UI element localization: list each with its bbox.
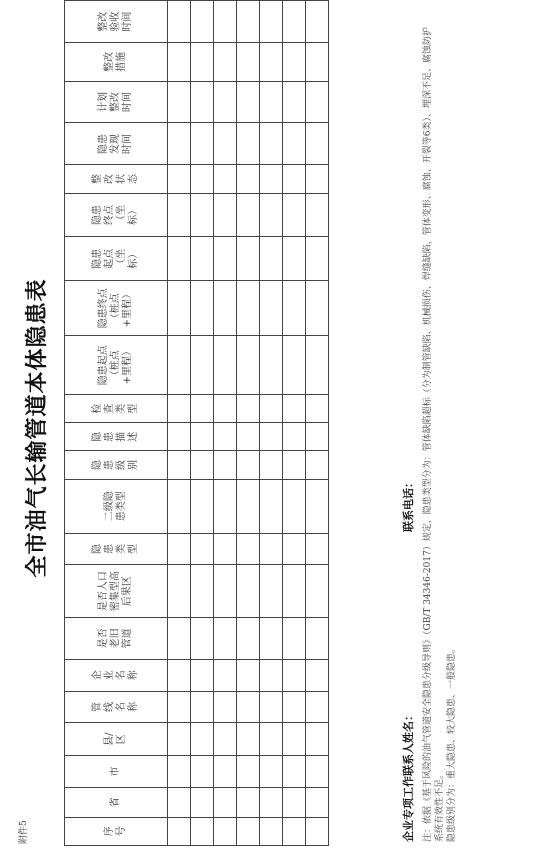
contact-person-label: 企业专项工作联系人姓名： xyxy=(402,710,415,842)
table-cell[interactable] xyxy=(214,617,237,659)
table-cell[interactable] xyxy=(168,617,191,659)
table-cell[interactable] xyxy=(306,479,329,533)
table-cell[interactable] xyxy=(214,336,237,395)
table-row xyxy=(168,1,191,846)
table-cell[interactable] xyxy=(306,565,329,618)
table-cell[interactable] xyxy=(283,565,306,618)
contact-line xyxy=(400,22,416,842)
col-header-hazard-type: 隐患类型 xyxy=(65,533,168,565)
table-cell[interactable] xyxy=(260,423,283,451)
table-cell[interactable] xyxy=(168,193,191,237)
table-cell[interactable] xyxy=(191,237,214,281)
table-cell[interactable] xyxy=(168,165,191,193)
table-cell[interactable] xyxy=(237,659,260,691)
note-line: 隐患级别分为：重大隐患、较大隐患、一般隐患。 xyxy=(447,643,457,842)
col-header-inspection-type: 检查类型 xyxy=(65,395,168,423)
table-cell[interactable] xyxy=(191,81,214,123)
table-cell[interactable] xyxy=(237,756,260,788)
table-cell[interactable] xyxy=(168,237,191,281)
table-cell[interactable] xyxy=(260,1,283,43)
table-cell[interactable] xyxy=(237,533,260,565)
table-cell[interactable] xyxy=(283,479,306,533)
table-cell[interactable] xyxy=(214,565,237,618)
table-cell[interactable] xyxy=(191,336,214,395)
table-cell[interactable] xyxy=(191,423,214,451)
table-cell[interactable] xyxy=(214,479,237,533)
table-row xyxy=(283,1,306,846)
table-cell[interactable] xyxy=(168,723,191,756)
table-cell[interactable] xyxy=(237,165,260,193)
table-cell[interactable] xyxy=(306,43,329,81)
table-cell[interactable] xyxy=(260,123,283,165)
table-cell[interactable] xyxy=(283,193,306,237)
table-cell[interactable] xyxy=(168,423,191,451)
col-header-end-coordinate: 隐患终点（坐标） xyxy=(65,193,168,237)
table-cell[interactable] xyxy=(260,193,283,237)
table-cell[interactable] xyxy=(168,43,191,81)
col-header-hazard-description: 隐患描述 xyxy=(65,423,168,451)
notes xyxy=(422,22,458,842)
col-header-city: 市 xyxy=(65,756,168,788)
table-cell[interactable] xyxy=(283,533,306,565)
table-cell[interactable] xyxy=(260,281,283,336)
table-cell[interactable] xyxy=(260,533,283,565)
table-cell[interactable] xyxy=(306,81,329,123)
table-cell[interactable] xyxy=(237,565,260,618)
table-cell[interactable] xyxy=(306,617,329,659)
table-cell[interactable] xyxy=(260,723,283,756)
table-cell[interactable] xyxy=(260,659,283,691)
table-row xyxy=(260,1,283,846)
col-header-start-stake: 隐患起点（桩点+里程） xyxy=(65,336,168,395)
table-cell[interactable] xyxy=(237,691,260,723)
table-cell[interactable] xyxy=(283,237,306,281)
table-cell[interactable] xyxy=(191,565,214,618)
col-header-county: 县/区 xyxy=(65,723,168,756)
table-cell[interactable] xyxy=(191,193,214,237)
table-cell[interactable] xyxy=(191,756,214,788)
table-row xyxy=(214,1,237,846)
table-cell[interactable] xyxy=(283,723,306,756)
table-cell[interactable] xyxy=(191,123,214,165)
table-cell[interactable] xyxy=(237,423,260,451)
table-cell[interactable] xyxy=(260,756,283,788)
table-cell[interactable] xyxy=(260,237,283,281)
table-cell[interactable] xyxy=(237,43,260,81)
col-header-province: 省 xyxy=(65,787,168,817)
table-cell[interactable] xyxy=(214,43,237,81)
table-cell[interactable] xyxy=(237,451,260,479)
table-cell[interactable] xyxy=(237,281,260,336)
table-cell[interactable] xyxy=(168,395,191,423)
col-header-pipeline-name: 管线名称 xyxy=(65,691,168,723)
table-cell[interactable] xyxy=(214,533,237,565)
contact-phone-label: 联系电话： xyxy=(402,477,415,532)
table-cell[interactable] xyxy=(214,451,237,479)
table-cell[interactable] xyxy=(237,617,260,659)
table-cell[interactable] xyxy=(237,817,260,845)
table-cell[interactable] xyxy=(283,617,306,659)
table-cell[interactable] xyxy=(191,479,214,533)
table-cell[interactable] xyxy=(283,451,306,479)
table-cell[interactable] xyxy=(283,81,306,123)
col-header-seq: 序号 xyxy=(65,817,168,845)
table-row xyxy=(306,1,329,846)
table-cell[interactable] xyxy=(191,165,214,193)
table-cell[interactable] xyxy=(306,787,329,817)
table-cell[interactable] xyxy=(306,756,329,788)
table-cell[interactable] xyxy=(214,165,237,193)
table-cell[interactable] xyxy=(237,479,260,533)
table-cell[interactable] xyxy=(214,756,237,788)
col-header-start-coordinate: 隐患起点（坐标） xyxy=(65,237,168,281)
table-cell[interactable] xyxy=(168,479,191,533)
table-cell[interactable] xyxy=(306,659,329,691)
table-cell[interactable] xyxy=(214,281,237,336)
table-cell[interactable] xyxy=(306,395,329,423)
table-cell[interactable] xyxy=(283,659,306,691)
table-cell[interactable] xyxy=(306,533,329,565)
table-cell[interactable] xyxy=(214,817,237,845)
table-cell[interactable] xyxy=(191,451,214,479)
hazard-table xyxy=(64,0,329,846)
table-row xyxy=(191,1,214,846)
table-cell[interactable] xyxy=(214,81,237,123)
table-cell[interactable] xyxy=(191,787,214,817)
table-cell[interactable] xyxy=(168,336,191,395)
table-cell[interactable] xyxy=(214,787,237,817)
col-header-rectification-status: 整改状态 xyxy=(65,165,168,193)
table-cell[interactable] xyxy=(214,423,237,451)
table-cell[interactable] xyxy=(260,336,283,395)
table-cell[interactable] xyxy=(283,1,306,43)
table-cell[interactable] xyxy=(214,123,237,165)
table-cell[interactable] xyxy=(191,659,214,691)
table-cell[interactable] xyxy=(283,165,306,193)
col-header-company-name: 企业名称 xyxy=(65,659,168,691)
table-body xyxy=(168,1,329,846)
col-header-old-pipeline: 是否老旧管道 xyxy=(65,617,168,659)
table-cell[interactable] xyxy=(214,193,237,237)
table-cell[interactable] xyxy=(168,691,191,723)
table-cell[interactable] xyxy=(237,336,260,395)
table-cell[interactable] xyxy=(260,165,283,193)
table-cell[interactable] xyxy=(260,565,283,618)
table-cell[interactable] xyxy=(283,817,306,845)
col-header-hazard-level: 隐患级别 xyxy=(65,451,168,479)
table-cell[interactable] xyxy=(260,617,283,659)
table-cell[interactable] xyxy=(214,659,237,691)
table-cell[interactable] xyxy=(168,451,191,479)
table-cell[interactable] xyxy=(191,691,214,723)
table-cell[interactable] xyxy=(306,336,329,395)
table-cell[interactable] xyxy=(168,123,191,165)
table-cell[interactable] xyxy=(306,451,329,479)
table-cell[interactable] xyxy=(306,817,329,845)
table-cell[interactable] xyxy=(237,193,260,237)
table-cell[interactable] xyxy=(214,395,237,423)
table-cell[interactable] xyxy=(283,336,306,395)
table-cell[interactable] xyxy=(214,237,237,281)
table-cell[interactable] xyxy=(306,123,329,165)
table-cell[interactable] xyxy=(306,1,329,43)
table-cell[interactable] xyxy=(260,395,283,423)
table-cell[interactable] xyxy=(237,1,260,43)
table-cell[interactable] xyxy=(260,787,283,817)
table-cell[interactable] xyxy=(168,817,191,845)
table-cell[interactable] xyxy=(191,817,214,845)
col-header-discovery-time: 隐患发现时间 xyxy=(65,123,168,165)
col-header-dense-population: 是否人口密集型高后果区 xyxy=(65,565,168,618)
table-cell[interactable] xyxy=(214,723,237,756)
table-cell[interactable] xyxy=(283,423,306,451)
table-cell[interactable] xyxy=(306,281,329,336)
table-cell[interactable] xyxy=(237,723,260,756)
table-cell[interactable] xyxy=(237,237,260,281)
table-cell[interactable] xyxy=(168,533,191,565)
col-header-measures: 整改措施 xyxy=(65,43,168,81)
table-cell[interactable] xyxy=(191,43,214,81)
table-cell[interactable] xyxy=(306,165,329,193)
table-cell[interactable] xyxy=(237,81,260,123)
table-cell[interactable] xyxy=(283,756,306,788)
table-cell[interactable] xyxy=(306,237,329,281)
table-cell[interactable] xyxy=(283,281,306,336)
table-cell[interactable] xyxy=(237,787,260,817)
table-cell[interactable] xyxy=(168,281,191,336)
col-header-secondary-hazard-type: 二级隐患类型 xyxy=(65,479,168,533)
table-cell[interactable] xyxy=(168,787,191,817)
table-cell[interactable] xyxy=(283,43,306,81)
header-row xyxy=(65,1,168,846)
table-cell[interactable] xyxy=(260,451,283,479)
table-cell[interactable] xyxy=(306,691,329,723)
table-cell[interactable] xyxy=(260,43,283,81)
attachment-label: 附件5 xyxy=(19,820,29,844)
table-cell[interactable] xyxy=(260,691,283,723)
table-cell[interactable] xyxy=(237,395,260,423)
table-cell[interactable] xyxy=(306,193,329,237)
table-row xyxy=(237,1,260,846)
table-cell[interactable] xyxy=(191,281,214,336)
col-header-end-stake: 隐患终点（桩点+里程） xyxy=(65,281,168,336)
col-header-planned-time: 计划整改时间 xyxy=(65,81,168,123)
table-cell[interactable] xyxy=(283,123,306,165)
col-header-acceptance-time: 整改验收时间 xyxy=(65,1,168,43)
table-cell[interactable] xyxy=(168,565,191,618)
table-cell[interactable] xyxy=(214,1,237,43)
table-cell[interactable] xyxy=(283,691,306,723)
table-cell[interactable] xyxy=(191,533,214,565)
table-cell[interactable] xyxy=(260,817,283,845)
table-cell[interactable] xyxy=(214,691,237,723)
table-cell[interactable] xyxy=(191,1,214,43)
table-cell[interactable] xyxy=(306,423,329,451)
note-line: 注：依据《基于风险的油气管道安全隐患分级导则》（GB/T 34346-2017）规定，隐患类型分为：管体缺陷超标（分为制管缺陷、机械损伤、焊缝缺陷，管体变形、腐蚀、开裂等6类）、埋深不足、腐蚀防护系统有效性不足。 xyxy=(423,26,445,842)
table-cell[interactable] xyxy=(191,395,214,423)
table-cell[interactable] xyxy=(191,723,214,756)
table-cell[interactable] xyxy=(260,81,283,123)
table-cell[interactable] xyxy=(283,787,306,817)
table-cell[interactable] xyxy=(191,617,214,659)
table-cell[interactable] xyxy=(168,1,191,43)
table-cell[interactable] xyxy=(237,123,260,165)
table-cell[interactable] xyxy=(168,81,191,123)
table-cell[interactable] xyxy=(260,479,283,533)
table-cell[interactable] xyxy=(168,756,191,788)
table-cell[interactable] xyxy=(168,659,191,691)
page-title: 全市油气长输管道本体隐患表 xyxy=(24,278,50,578)
table-cell[interactable] xyxy=(283,395,306,423)
table-cell[interactable] xyxy=(306,723,329,756)
